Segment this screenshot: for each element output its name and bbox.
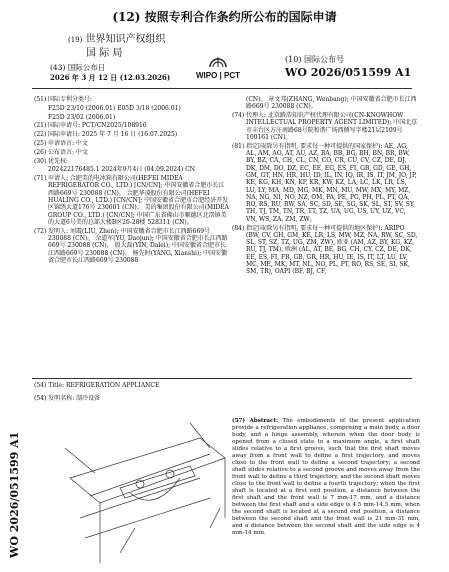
field-row: [232, 143, 418, 223]
field-number: (74): [232, 112, 245, 120]
field-text: (CN)。 章文邦(ZHANG, Wenbang); 中国安徽省合肥市长江西路669号 230088 (CN)。: [246, 96, 417, 111]
field-text: F25D 23/02 (2006.01): [48, 113, 116, 121]
title-number: (12): [112, 10, 141, 24]
pub-number-label-text: 国际公布号: [303, 55, 344, 64]
abstract: [232, 418, 420, 537]
wipo-logo: [188, 53, 248, 81]
field-number: (72): [34, 227, 47, 235]
field-number: (84): [232, 224, 245, 232]
pub-number-number: (10): [285, 55, 302, 64]
field-number: [34, 114, 48, 121]
pub-date-label: [50, 62, 105, 73]
field-row: [34, 140, 229, 147]
org-name: 世界知识产权组织: [85, 34, 166, 45]
hinge-drawing-icon: [60, 418, 230, 568]
field-row: [34, 114, 229, 121]
field-row: [232, 96, 418, 111]
abstract-label: Abstract:: [249, 418, 279, 424]
side-number-text: WO 2026/051599 A1: [8, 431, 21, 558]
field-row: [34, 122, 229, 129]
title-text: 按照专利合作条约所公布的国际申请: [144, 10, 337, 24]
pub-date: 2026 年 3 月 12 日 (12.03.2026): [50, 73, 171, 82]
patent-drawing: [60, 418, 230, 568]
field-row: [34, 131, 229, 138]
field-text: 指定国(除另有指明, 要求每一种可提供的国家保护): AE, AG, AL, AM, AO, AT, AU, AZ, BA, BB, BG, BH, BN, BR, BW, BY, BZ, CA, CH, CL, CN, CO, CR, CU, CV, CZ, DE, DJ, DK, DM, DO, DZ, EC, EE, EG, ES, FI, GB, GD, GE, GH, GM, GT, HN, HR, HU, ID, IL, IN, IQ, IR, IS, IT, JM, JO, JP, KE, KG, KH, KN, KP, KR, KW, KZ, LA, LC, LK, LR, LS, LU, LY, MA, MD, MG, MK, MN, MU, MW, MX, MY, MZ, NA, NG, NI, NO, NZ, OM, PA, PE, PG, PH, PL, PT, QA, RO, RS, RU, RW, SA, SC, SD, SE, SG, SK, SL, ST, SV, SY, TH, TJ, TM, TN, TR, TT, TZ, UA, UG, US, UY, UZ, VC, VN, WS, ZA, ZM, ZW。: [246, 142, 417, 223]
field-number: (25): [34, 139, 47, 147]
field-row: [232, 225, 418, 276]
field-number: [34, 166, 48, 173]
pub-date-number: (43): [50, 63, 66, 72]
title-en-row: [34, 382, 159, 389]
field-number: (71): [34, 175, 47, 183]
field-text: 优先权:: [48, 157, 69, 165]
divider: [32, 378, 412, 379]
field-row: [34, 96, 229, 103]
field-text: 申请人: 合肥美的电冰箱有限公司(HEFEI MIDEA REFRIGERATOR CO., LTD.) [CN/CN]; 中国安徽省合肥市长江西路669号 230088 (CN)。 合肥华凌股份有限公司(HEFEI HUALING CO., LTD.) [CN/CN]; 中国安徽省合肥市合肥经济开发区锦绣大道176号 230601 (CN)。 美的集团股份有限公司(MIDEA GROUP CO., LTD.) [CN/CN]; 中国广东省佛山市顺德区北滘镇美的大道6号美的总部大楼B区26-28楼 528311 (CN)。: [48, 175, 229, 226]
field-text: 202422176485.1 2024年9月4日 (04.09.2024) CN: [48, 166, 196, 174]
abstract-number: (57): [232, 418, 246, 424]
title-cn-row: [34, 395, 100, 402]
field-row: [34, 166, 229, 173]
field-number: (22): [34, 131, 47, 139]
bibliographic-right-column: [232, 96, 418, 277]
title-en: Title: REFRIGERATION APPLIANCE: [48, 382, 160, 389]
field-text: F25D 23/10 (2006.01) E05D 3/18 (2006.01): [48, 104, 181, 112]
pub-number: WO 2026/051599 A1: [285, 66, 412, 79]
field-text: 发明人: 刘震(LIU, Zhen); 中国安徽省合肥市长江西路669号 230088 (CN)。 余道军(YU, Daojun); 中国安徽省合肥市长江西路669号 230088 (CN)。 殷大磊(YIN, Dalei); 中国安徽省合肥市长江西路669号 230088 (CN)。 杨先时(YANG, Xianshi); 中国安徽省合肥市长江西路669号 230088: [48, 227, 228, 264]
bibliographic-left-column: [34, 96, 229, 266]
field-text: 代理人: 北京路浩知识产权代理有限公司(CN-KNOWHOW INTELLECTUAL PROPERTY AGENT LIMITED); 中国北京市丰台区方庄南路68号院和谐广场西侧写字楼21层2109号 100161 (CN)。: [246, 112, 418, 141]
field-text: 申请语言: 中文: [48, 139, 88, 147]
field-text: 国际申请日: 2025 年 7 月 16 日 (16.07.2025): [48, 131, 178, 139]
field-number: (21): [34, 122, 47, 130]
field-text: 指定国(除另有指明, 要求每一种可提供的地区保护): ARIPO (BW, CV, GH, GM, KE, LR, LS, MW, MZ, NA, RW, SC, SD, SL, ST, SZ, TZ, UG, ZM, ZW), 欧亚 (AM, AZ, BY, KG, KZ, RU, TJ, TM), 欧洲 (AL, AT, BE, BG, CH, CY, CZ, DE, DK, EE, ES, FI, FR, GB, GR, HR, HU, IE, IS, IT, LT, LU, LV, MC, ME, MK, MT, NL, NO, PL, PT, RO, RS, SE, SI, SK, SM, TR), OAPI (BF, BJ, CF,: [246, 224, 418, 276]
org-number: (19): [68, 36, 83, 44]
organization: [68, 33, 198, 60]
field-number: (51): [34, 96, 47, 103]
field-number: (26): [34, 148, 47, 156]
title-cn: 发明名称: 制冷设备: [48, 395, 101, 402]
field-number: (30): [34, 157, 47, 165]
field-row: [232, 112, 418, 141]
field-row: [34, 149, 229, 156]
field-text: 公布语言: 中文: [48, 148, 88, 156]
field-text: 国际专利分类号:: [48, 96, 93, 103]
document-title: [0, 8, 449, 25]
field-row: [34, 105, 229, 112]
field-number: (54): [34, 382, 47, 389]
field-number: [232, 96, 246, 111]
field-number: [34, 105, 48, 112]
field-row: [34, 158, 229, 165]
divider: [32, 88, 412, 89]
field-text: 国际申请号: PCT/CN2025/108916: [48, 122, 147, 130]
field-row: [34, 228, 229, 264]
pub-date-label-text: 国际公布日: [67, 63, 106, 72]
field-row: [34, 175, 229, 226]
field-number: (81): [232, 142, 245, 150]
abstract-text: The embodiments of the present application provide a refrigeration appliance, comprising a main body, a door body, and a hinge assembly, wherein when the door body is opened from a closed state to a maximum angle, a first shaft slides relative to a first groove, such that the first shaft moves away from a front wall to define a first trajectory, and moves close to the front wall to define a second trajectory; a second shaft slides relative to a second groove and moves away from the front wall to define a third trajectory, and the second shaft moves close to the front wall to define a fourth trajectory; when the first shaft is located at a first end position, a distance between the first shaft and the front wall is 7 mm-17 mm, and a distance between the first shaft and a side edge is 4.5 mm-14.5 mm; when the second shaft is located at a second end position, a distance between the second shaft and the front wall is 21 mm-31 mm, and a distance between the second shaft and the side edge is 4 mm-14 mm.: [232, 418, 421, 536]
svg-text:WIPO | PCT: WIPO | PCT: [195, 71, 241, 80]
wipo-logo-icon: [188, 53, 248, 81]
field-number: (54): [34, 395, 47, 402]
side-publication-number: [2, 431, 21, 560]
pub-number-label: [285, 54, 344, 65]
org-bureau: 国 际 局: [86, 48, 123, 59]
